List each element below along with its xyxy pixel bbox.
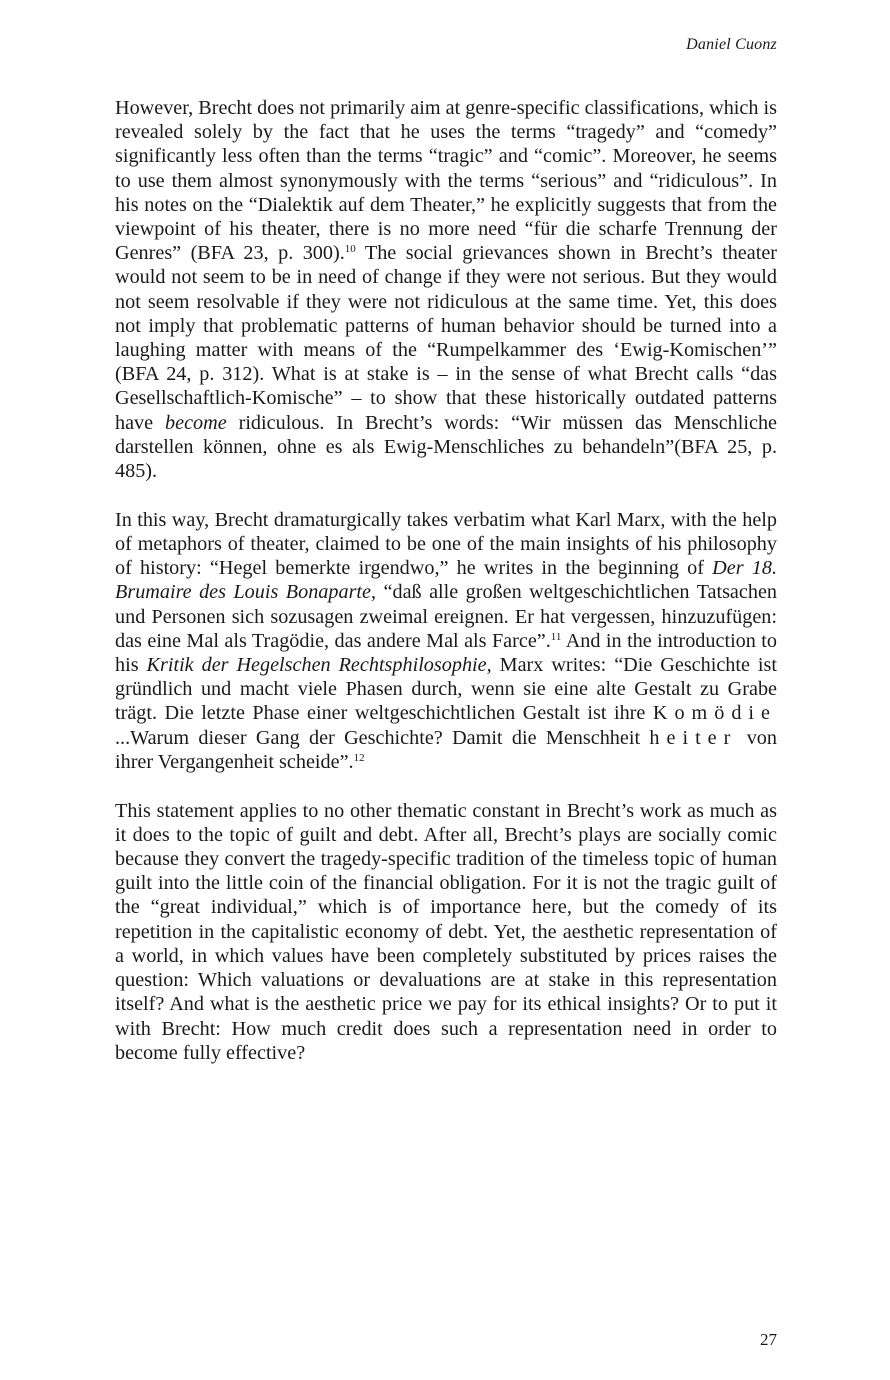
text-run: ...Warum dieser Gang der Geschichte? Damit die Menschheit bbox=[115, 726, 650, 749]
book-title: Kritik der Hegelschen Rechtsphilosophie, bbox=[146, 654, 492, 677]
footnote-ref-11: 11 bbox=[550, 630, 562, 643]
text-run: This statement applies to no other thematic constant in Brecht’s work as much as it does to the topic of guilt and debt. After all, Brecht’s plays are socially comic because they convert the tragedy-specific tradition of the timeless topic of human guilt into the little coin of the financial obligation. For it is not the tragic guilt of the “great individual,” which is of importance here, but the comedy of its repetition in the capitalistic economy of debt. Yet, the aesthetic representation of a world, in which values have been completely substituted by prices raises the question: Which valuations or devaluations are at stake in this representation itself? And what is the aesthetic price we pay for its ethical insights? Or to put it with Brecht: How much credit does such a representation need in order to become fully effective? bbox=[115, 799, 777, 1064]
emphasis: become bbox=[165, 411, 227, 434]
text-run: “daß alle großen weltgeschichtlichen Tatsachen und Personen sich sozusagen zweimal ereignen. Er hat vergessen, hinzuzufügen: das eine Mal als Tragödie, das andere Mal als Farce”. bbox=[115, 581, 777, 652]
text-run: In this way, Brecht dramaturgically takes verbatim what Karl Marx, with the help of metaphors of theater, claimed to be one of the main insights of his philosophy of history: “Hegel bemerkte irgendwo,” he writes in the beginning of bbox=[115, 508, 777, 580]
book-title: Der 18. Brumaire des Louis Bonaparte, bbox=[115, 557, 777, 604]
text-run: And in the introduction to his bbox=[115, 629, 778, 677]
text-run: The social grievances shown in Brecht’s theater would not seem to be in need of change if they were not serious. But they would not seem resolvable if they were not ridiculous at the same time. Yet, this does not imply that problematic patterns of human behavior should be turned into a laughing matter with means of the “Rumpelkammer des ‘Ewig-Komischen’” (BFA 24, p. 312). What is at stake is – in the sense of what Brecht calls “das Gesellschaftlich-Komische” – to show that these historically outdated patterns have bbox=[115, 242, 778, 434]
text-run: von ihrer Vergangenheit scheide”. bbox=[115, 726, 777, 773]
paragraph-3 bbox=[115, 799, 777, 1065]
footnote-ref-12: 12 bbox=[353, 751, 365, 764]
paragraph-2 bbox=[115, 508, 777, 774]
text-run: Marx writes: “Die Geschichte ist gründlich und macht viele Phasen durch, wenn sie eine alte Gestalt zu Grabe trägt. Die letzte Phase einer weltgeschichtlichen Gestalt ist ihre bbox=[115, 654, 778, 725]
body-text bbox=[115, 96, 777, 1065]
page-number: 27 bbox=[760, 1330, 777, 1349]
text-run: However, Brecht does not primarily aim at genre-specific classifications, which is revealed solely by the fact that he uses the terms “tragedy” and “comedy” significantly less often than the terms “tragic” and “comic”. Moreover, he seems to use them almost synonymously with the terms “serious” and “ridiculous”. In his notes on the “Dialektik auf dem Theater,” he explicitly suggests that from the viewpoint of his theater, there is no more need “für die scharfe Trennung der Genres” (BFA 23, p. 300). bbox=[115, 97, 777, 265]
text-run: ridiculous. In Brecht’s words: “Wir müssen das Menschliche darstellen können, ohne es als Ewig-Menschliches zu behandeln”(BFA 25, p. 485). bbox=[115, 411, 777, 483]
paragraph-1 bbox=[115, 96, 777, 483]
spaced-emphasis: Komödie bbox=[652, 702, 777, 725]
running-header-author: Daniel Cuonz bbox=[686, 36, 777, 53]
footnote-ref-10: 10 bbox=[344, 243, 356, 256]
spaced-emphasis: heiter bbox=[649, 726, 738, 749]
